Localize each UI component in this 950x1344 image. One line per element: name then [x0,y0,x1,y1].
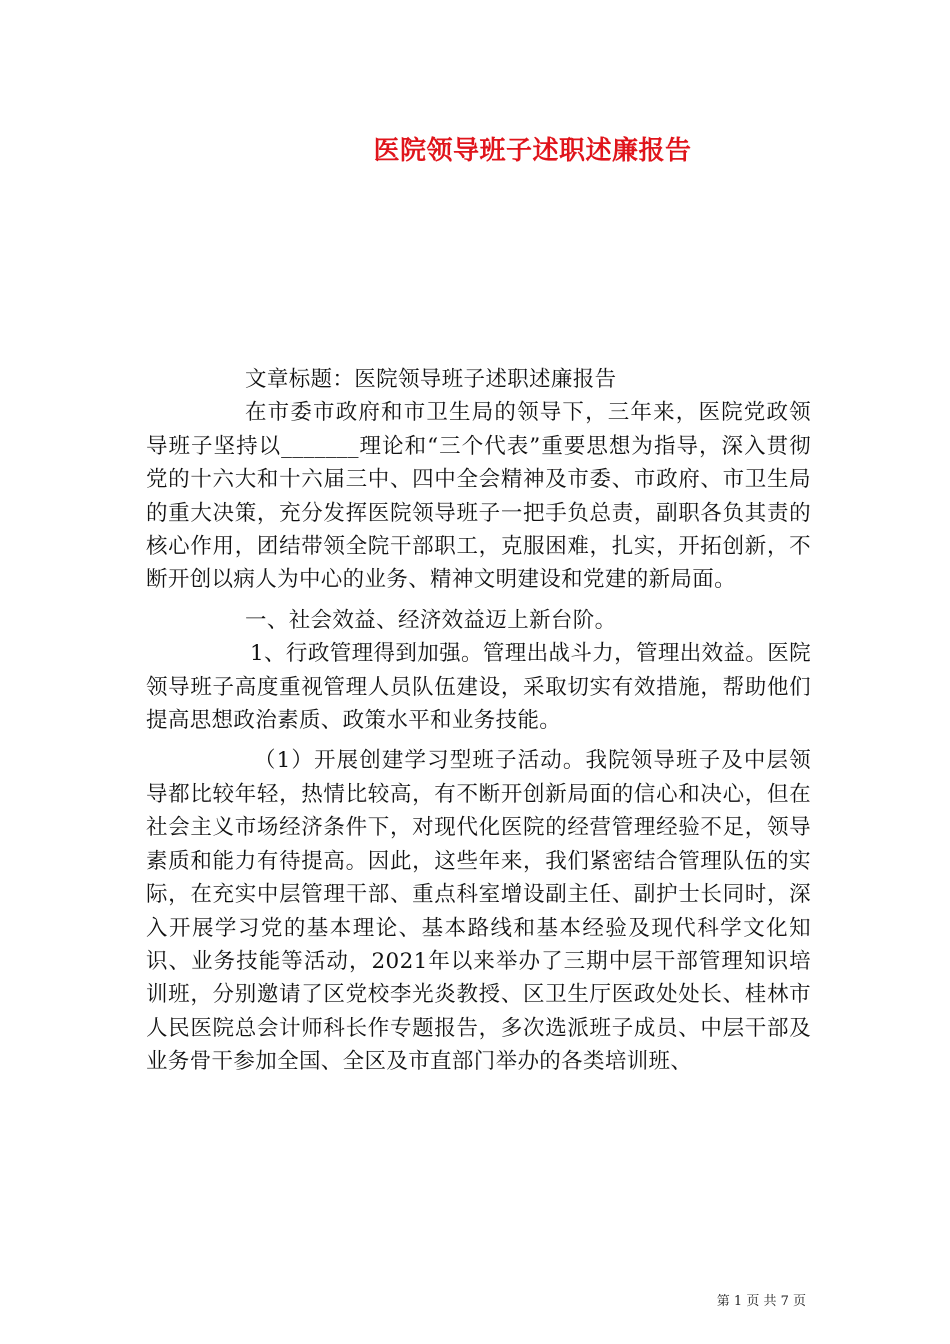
article-title-line: 文章标题：医院领导班子述职述廉报告 [245,367,617,392]
page-number: 第 1 页 共 7 页 [716,1294,806,1309]
section-heading-1: 一、社会效益、经济效益迈上新台阶。 [245,607,617,633]
paragraph-admin: 1、行政管理得到加强。管理出战斗力，管理出效益。医院领导班子高度重视管理人员队伍建设，采取切实有效措施，帮助他们提高思想政治素质、政策水平和业务技能。 [146,641,811,734]
paragraph-learning: （1）开展创建学习型班子活动。我院领导班子及中层领导都比较年轻，热情比较高，有不断开创新局面的信心和决心，但在社会主义市场经济条件下，对现代化医院的经营管理经验不足，领导素质和能力有待提高。因此，这些年来，我们紧密结合管理队伍的实际，在充实中层管理干部、重点科室增设副主任、副护士长同时，深入开展学习党的基本理论、基本路线和基本经验及现代科学文化知识、业务技能等活动，2021年以来举办了三期中层干部管理知识培训班，分别邀请了区党校李光炎教授、区卫生厅医政处处长、桂林市人民医院总会计师科长作专题报告，多次选派班子成员、中层干部及业务骨干参加全国、全区及市直部门举办的各类培训班、 [146,748,811,1075]
document-body [146,363,811,1079]
paragraph-intro: 在市委市政府和市卫生局的领导下，三年来，医院党政领导班子坚持以_______理论和“三个代表”重要思想为指导，深入贯彻党的十六大和十六届三中、四中全会精神及市委、市政府、市卫生局的重大决策，充分发挥医院领导班子一把手负总责，副职各负其责的核心作用，团结带领全院干部职工，克服困难，扎实，开拓创新，不断开创以病人为中心的业务、精神文明建设和党建的新局面。 [146,400,811,593]
document-title: 医院领导班子述职述廉报告 [373,136,692,166]
